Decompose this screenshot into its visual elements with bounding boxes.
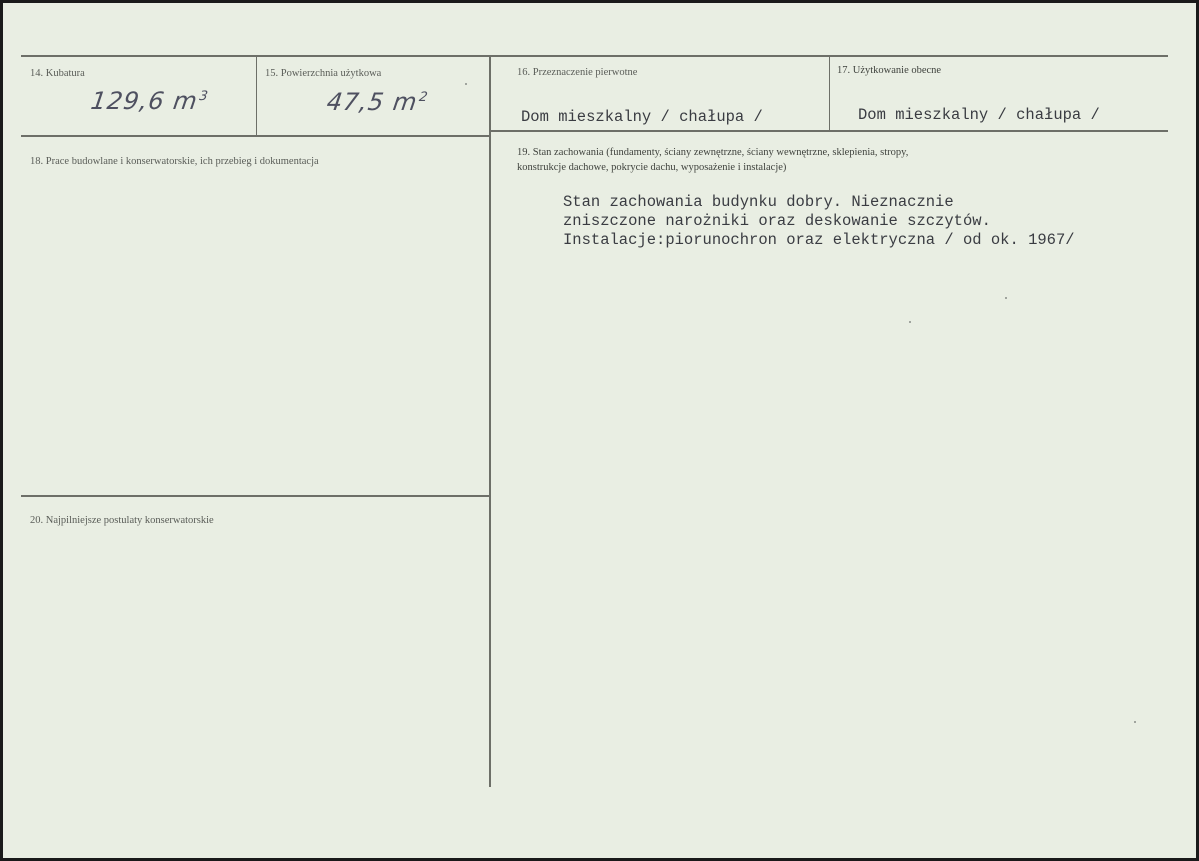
stan-text-line-1: Stan zachowania budynku dobry. Nieznacznie	[563, 193, 954, 211]
stan-text-line-2: zniszczone narożniki oraz deskowanie szczytów.	[563, 212, 991, 230]
postulaty-label: 20. Najpilniejsze postulaty konserwatorskie	[30, 515, 214, 526]
main-vertical-divider	[489, 57, 491, 787]
uzytkowanie-value: Dom mieszkalny / chałupa /	[858, 106, 1100, 124]
kubatura-number: 129,6 m	[89, 87, 200, 115]
przeznaczenie-label: 16. Przeznaczenie pierwotne	[517, 67, 638, 78]
paper-speck	[465, 83, 467, 85]
prace-label: 18. Prace budowlane i konserwatorskie, ich przebieg i dokumentacja	[30, 156, 319, 167]
kubatura-label: 14. Kubatura	[30, 68, 85, 79]
kubatura-unit-exponent: 3	[198, 89, 210, 104]
powierzchnia-number: 47,5 m	[325, 88, 420, 116]
divider-14-15	[256, 57, 257, 135]
paper-speck	[1005, 297, 1007, 299]
powierzchnia-value	[325, 88, 430, 116]
section-18-20-rule	[21, 495, 490, 497]
divider-16-17	[829, 57, 830, 131]
record-card	[3, 3, 1196, 858]
przeznaczenie-value: Dom mieszkalny / chałupa /	[521, 108, 763, 126]
stan-label-line2: konstrukcje dachowe, pokrycie dachu, wyposażenie i instalacje)	[517, 162, 787, 173]
uzytkowanie-label: 17. Użytkowanie obecne	[837, 65, 942, 76]
row1-bottom-rule-left	[21, 135, 490, 137]
stan-label-line1: 19. Stan zachowania (fundamenty, ściany zewnętrzne, ściany wewnętrzne, sklepienia, stropy,	[517, 147, 909, 158]
kubatura-value	[89, 87, 210, 115]
stan-text-line-3: Instalacje:piorunochron oraz elektryczna / od ok. 1967/	[563, 231, 1075, 249]
paper-speck	[909, 321, 911, 323]
powierzchnia-unit-exponent: 2	[418, 90, 430, 105]
powierzchnia-label: 15. Powierzchnia użytkowa	[265, 68, 382, 79]
paper-speck	[1134, 721, 1136, 723]
top-rule	[21, 55, 1168, 57]
